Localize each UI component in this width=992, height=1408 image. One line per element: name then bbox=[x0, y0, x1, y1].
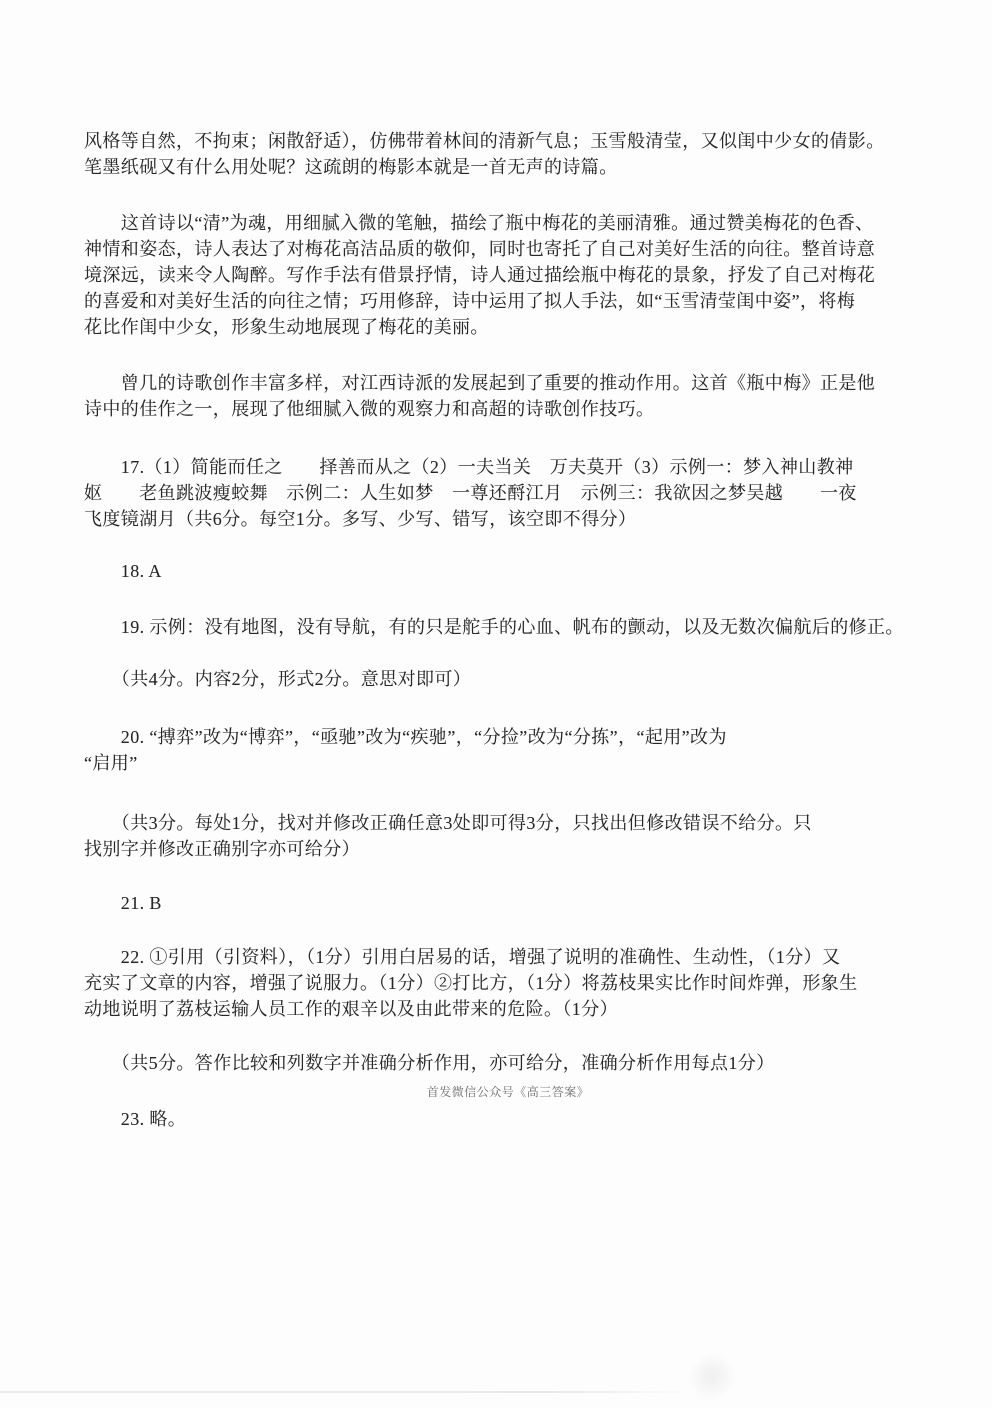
text-line: 的喜爱和对美好生活的向往之情；巧用修辞，诗中运用了拟人手法，如“玉雪清莹闺中姿”，将梅 bbox=[84, 291, 856, 311]
answer-19 bbox=[84, 614, 932, 640]
text-line: 笔墨纸砚又有什么用处呢？这疏朗的梅影本就是一首无声的诗篇。 bbox=[84, 157, 618, 177]
text-line: 17.（1）简能而任之 择善而从之（2）一夫当关 万夫莫开（3）示例一：梦入神山教神 bbox=[84, 457, 854, 477]
scoring-note-19 bbox=[84, 666, 932, 692]
text-line: 飞度镜湖月（共6分。每空1分。多写、少写、错写，该空即不得分） bbox=[84, 509, 637, 529]
text-line: 19. 示例：没有地图，没有导航，有的只是舵手的心血、帆布的颤动，以及无数次偏航后的修正。 bbox=[84, 617, 904, 637]
scoring-note-22 bbox=[84, 1050, 932, 1076]
text-line: 这首诗以“清”为魂，用细腻入微的笔触，描绘了瓶中梅花的美丽清雅。通过赞美梅花的色香、 bbox=[84, 213, 874, 233]
text-line: （共4分。内容2分，形式2分。意思对即可） bbox=[84, 669, 472, 689]
paragraph-zengji-comment bbox=[84, 370, 932, 422]
paragraph-plum-poem-intro bbox=[84, 128, 932, 180]
text-line: 花比作闺中少女，形象生动地展现了梅花的美丽。 bbox=[84, 317, 489, 337]
answer-17 bbox=[84, 454, 932, 532]
text-line: 动地说明了荔枝运输人员工作的艰辛以及由此带来的危险。（1分） bbox=[84, 999, 618, 1019]
text-line: 20. “搏弈”改为“博弈”，“亟驰”改为“疾驰”，“分捡”改为“分拣”，“起用”改为 bbox=[84, 727, 727, 747]
scan-smudge-artifact bbox=[681, 1346, 742, 1408]
text-line: 诗中的佳作之一，展现了他细腻入微的观察力和高超的诗歌创作技巧。 bbox=[84, 399, 655, 419]
answer-20 bbox=[84, 724, 932, 776]
text-line: 23. 略。 bbox=[84, 1109, 187, 1129]
paragraph-poem-analysis bbox=[84, 210, 932, 340]
text-line: 找别字并修改正确别字亦可给分） bbox=[84, 839, 360, 859]
text-line: （共5分。答作比较和列数字并准确分析作用，亦可给分，准确分析作用每点1分） bbox=[84, 1053, 775, 1073]
text-line: 境深远，读来令人陶醉。写作手法有借景抒情，诗人通过描绘瓶中梅花的景象，抒发了自己对梅花 bbox=[84, 265, 876, 285]
scoring-note-20 bbox=[84, 810, 932, 862]
scan-page-edge-artifact bbox=[0, 1391, 694, 1393]
wechat-watermark: 首发微信公众号《高三答案》 bbox=[426, 1085, 590, 1099]
answer-22 bbox=[84, 944, 932, 1022]
text-line: 风格等自然，不拘束；闲散舒适），仿佛带着林间的清新气息；玉雪般清莹，又似闺中少女的倩影。 bbox=[84, 131, 885, 151]
answer-21 bbox=[84, 890, 932, 916]
text-line: 神情和姿态，诗人表达了对梅花高洁品质的敬仰，同时也寄托了自己对美好生活的向往。整首诗意 bbox=[84, 239, 876, 259]
answer-23 bbox=[84, 1106, 932, 1132]
text-line: 22. ①引用（引资料），（1分）引用白居易的话，增强了说明的准确性、生动性，（1分）又 bbox=[84, 947, 841, 967]
text-line: “启用” bbox=[84, 753, 138, 773]
text-line: 18. A bbox=[84, 561, 162, 581]
text-line: 妪 老鱼跳波瘦蛟舞 示例二：人生如梦 一尊还酹江月 示例三：我欲因之梦吴越 一夜 bbox=[84, 483, 857, 503]
text-line: 曾几的诗歌创作丰富多样，对江西诗派的发展起到了重要的推动作用。这首《瓶中梅》正是他 bbox=[84, 373, 876, 393]
text-line: （共3分。每处1分，找对并修改正确任意3处即可得3分，只找出但修改错误不给分。只 bbox=[84, 813, 812, 833]
answer-18 bbox=[84, 558, 932, 584]
text-line: 21. B bbox=[84, 893, 162, 913]
text-line: 充实了文章的内容，增强了说服力。（1分）②打比方，（1分）将荔枝果实比作时间炸弹，形象生 bbox=[84, 973, 858, 993]
